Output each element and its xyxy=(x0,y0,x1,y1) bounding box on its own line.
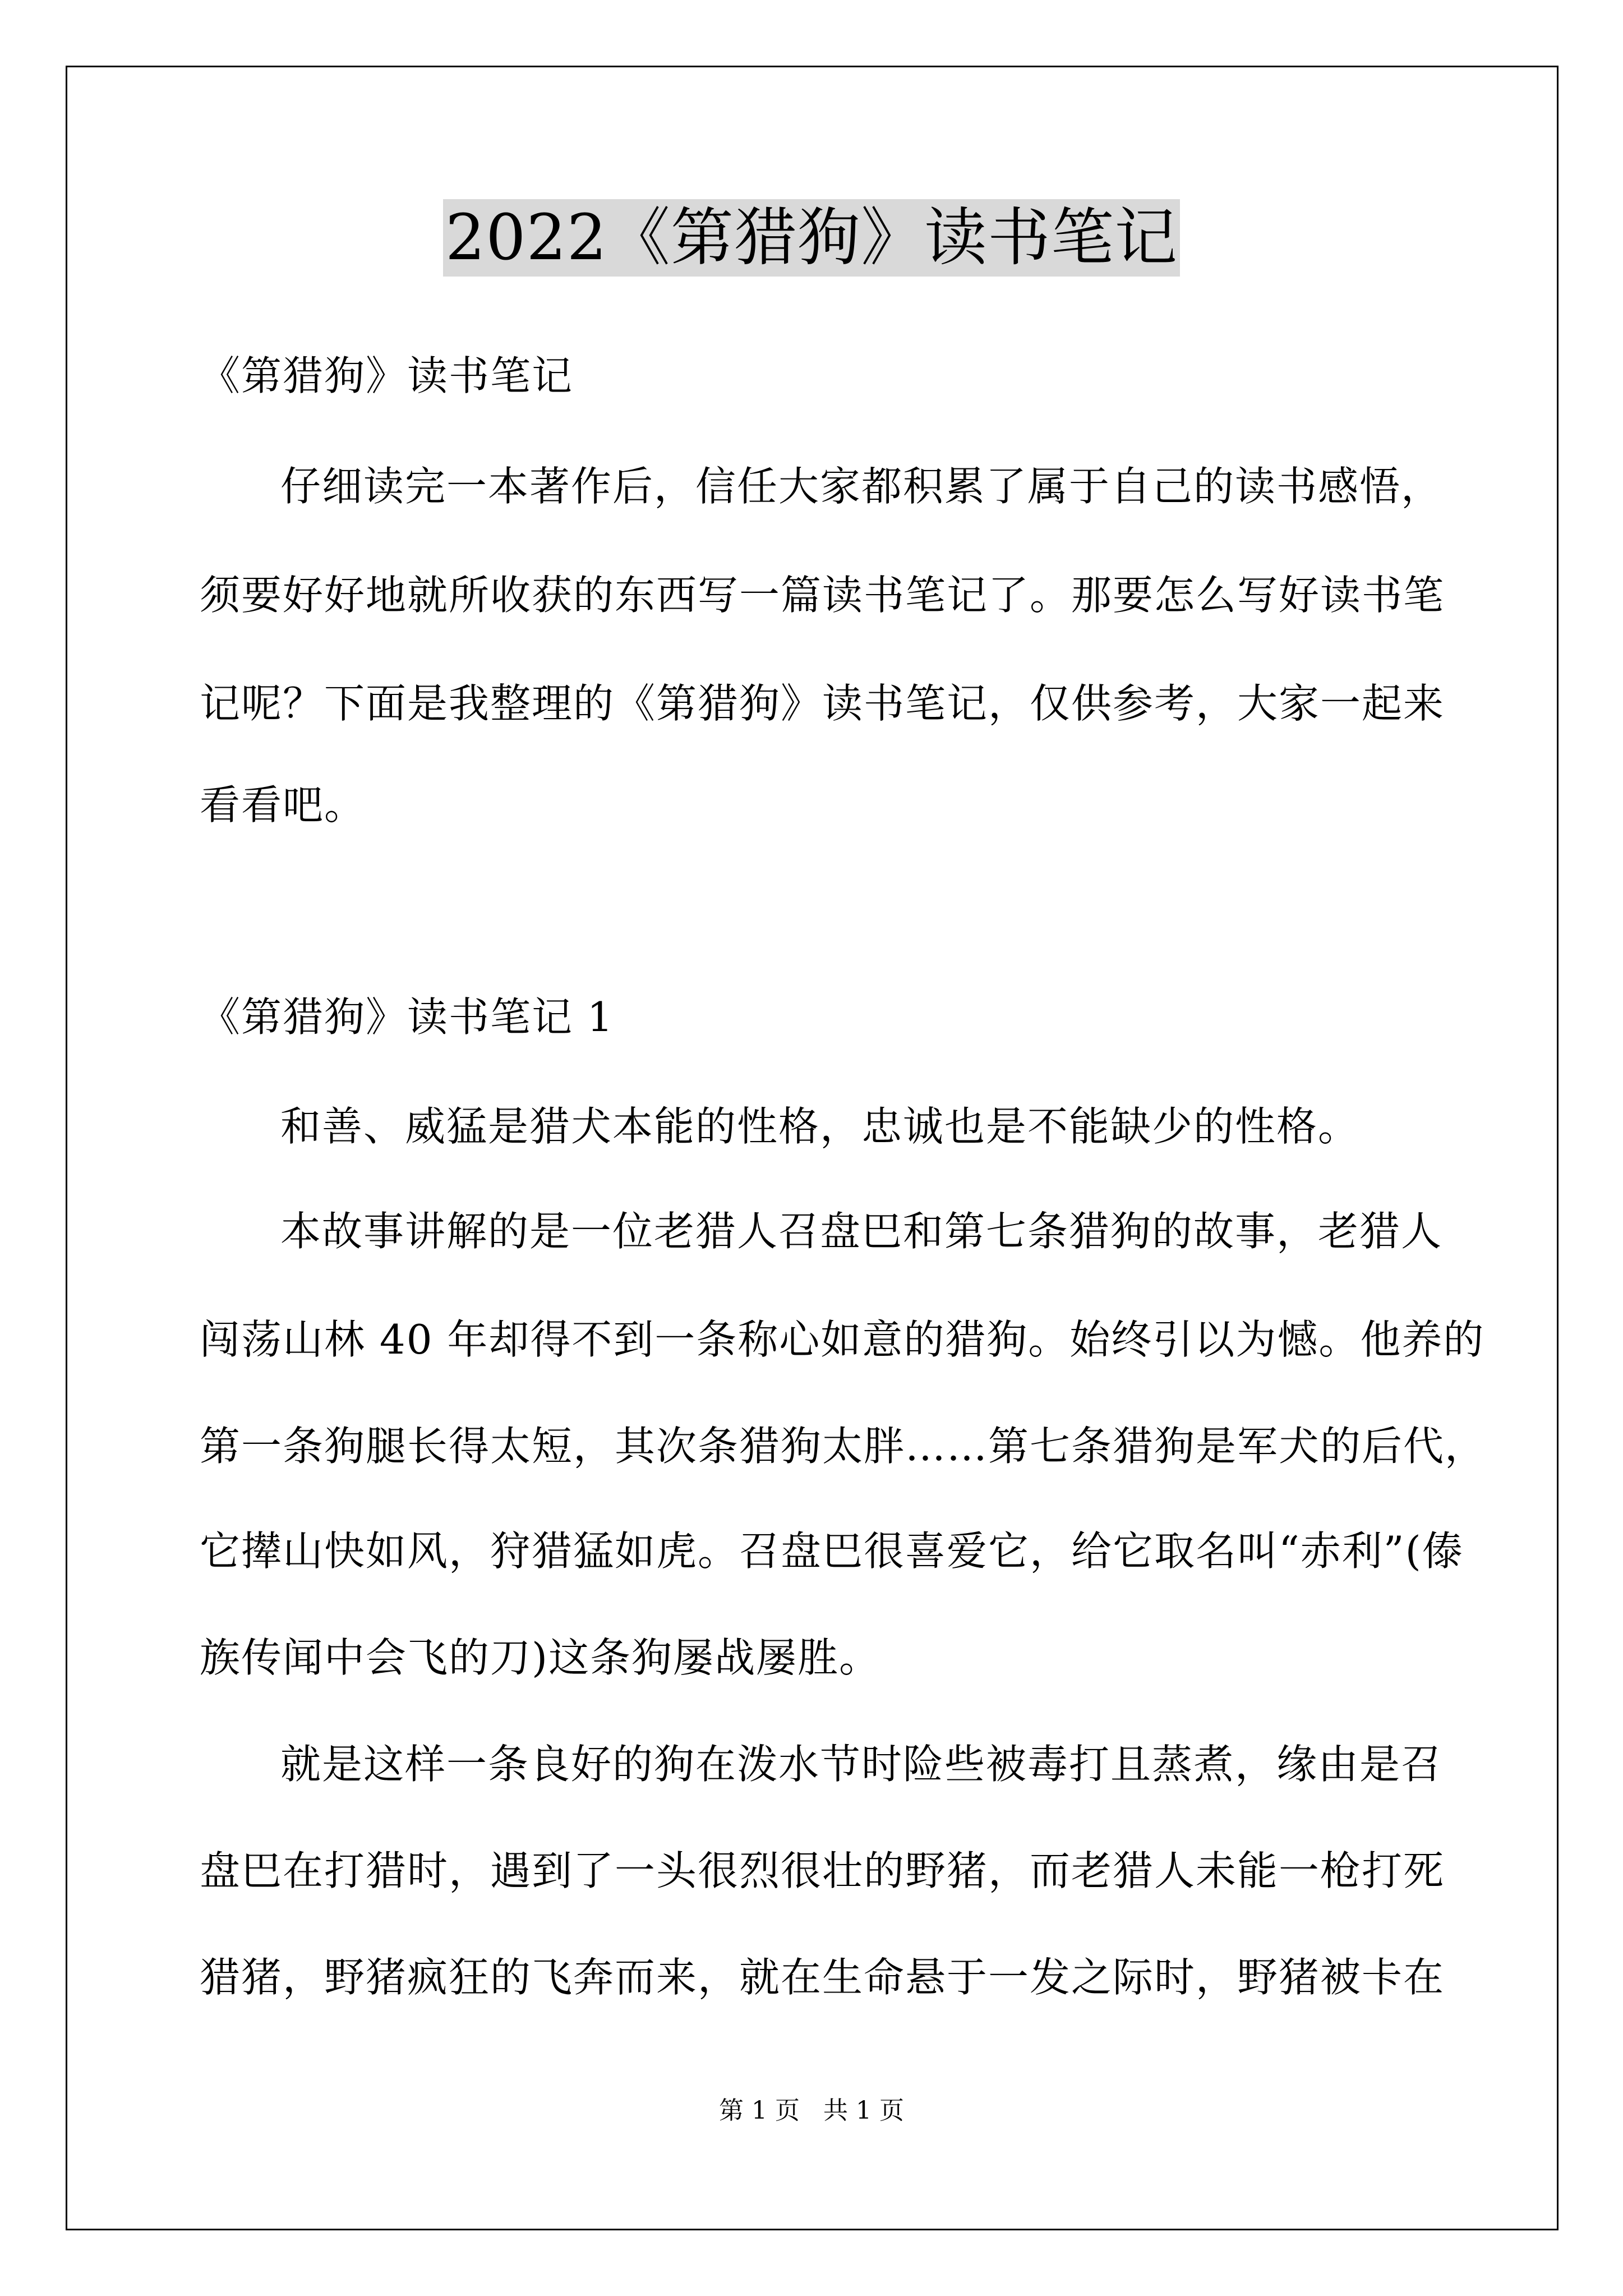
paragraph-line: 它撵山快如风，狩猎猛如虎。召盘巴很喜爱它，给它取名叫“赤利”(傣 xyxy=(200,1527,1464,1575)
paragraph-line: 看看吧。 xyxy=(200,781,366,829)
paragraph-line: 和善、威猛是猎犬本能的性格，忠诚也是不能缺少的性格。 xyxy=(280,1103,1360,1150)
paragraph-line: 须要好好地就所收获的东西写一篇读书笔记了。那要怎么写好读书笔 xyxy=(200,572,1445,619)
paragraph-line: 族传闻中会飞的刀)这条狗屡战屡胜。 xyxy=(200,1634,881,1681)
document-title: 2022《第猎狗》读书笔记 xyxy=(443,199,1180,277)
paragraph-line: 就是这样一条良好的狗在泼水节时险些被毒打且蒸煮，缘由是召 xyxy=(280,1741,1443,1788)
section-heading: 《第猎狗》读书笔记 xyxy=(200,352,574,399)
paragraph-line: 记呢？下面是我整理的《第猎狗》读书笔记，仅供参考，大家一起来 xyxy=(200,680,1445,727)
section-heading: 《第猎狗》读书笔记 1 xyxy=(200,993,614,1041)
paragraph-line: 猎猪，野猪疯狂的飞奔而来，就在生命悬于一发之际时，野猪被卡在 xyxy=(200,1954,1445,2001)
paragraph-line: 第一条狗腿长得太短，其次条猎狗太胖……第七条猎狗是军犬的后代， xyxy=(200,1423,1487,1470)
paragraph-line: 盘巴在打猎时，遇到了一头很烈很壮的野猪，而老猎人未能一枪打死 xyxy=(200,1847,1445,1894)
paragraph-line: 闯荡山林 40 年却得不到一条称心如意的猎狗。始终引以为憾。他养的 xyxy=(200,1316,1485,1363)
page-footer: 第 1 页 共 1 页 xyxy=(719,2096,904,2125)
paragraph-line: 本故事讲解的是一位老猎人召盘巴和第七条猎狗的故事，老猎人 xyxy=(280,1208,1443,1255)
paragraph-line: 仔细读完一本著作后，信任大家都积累了属于自己的读书感悟， xyxy=(280,463,1443,510)
title-container xyxy=(0,199,1623,277)
